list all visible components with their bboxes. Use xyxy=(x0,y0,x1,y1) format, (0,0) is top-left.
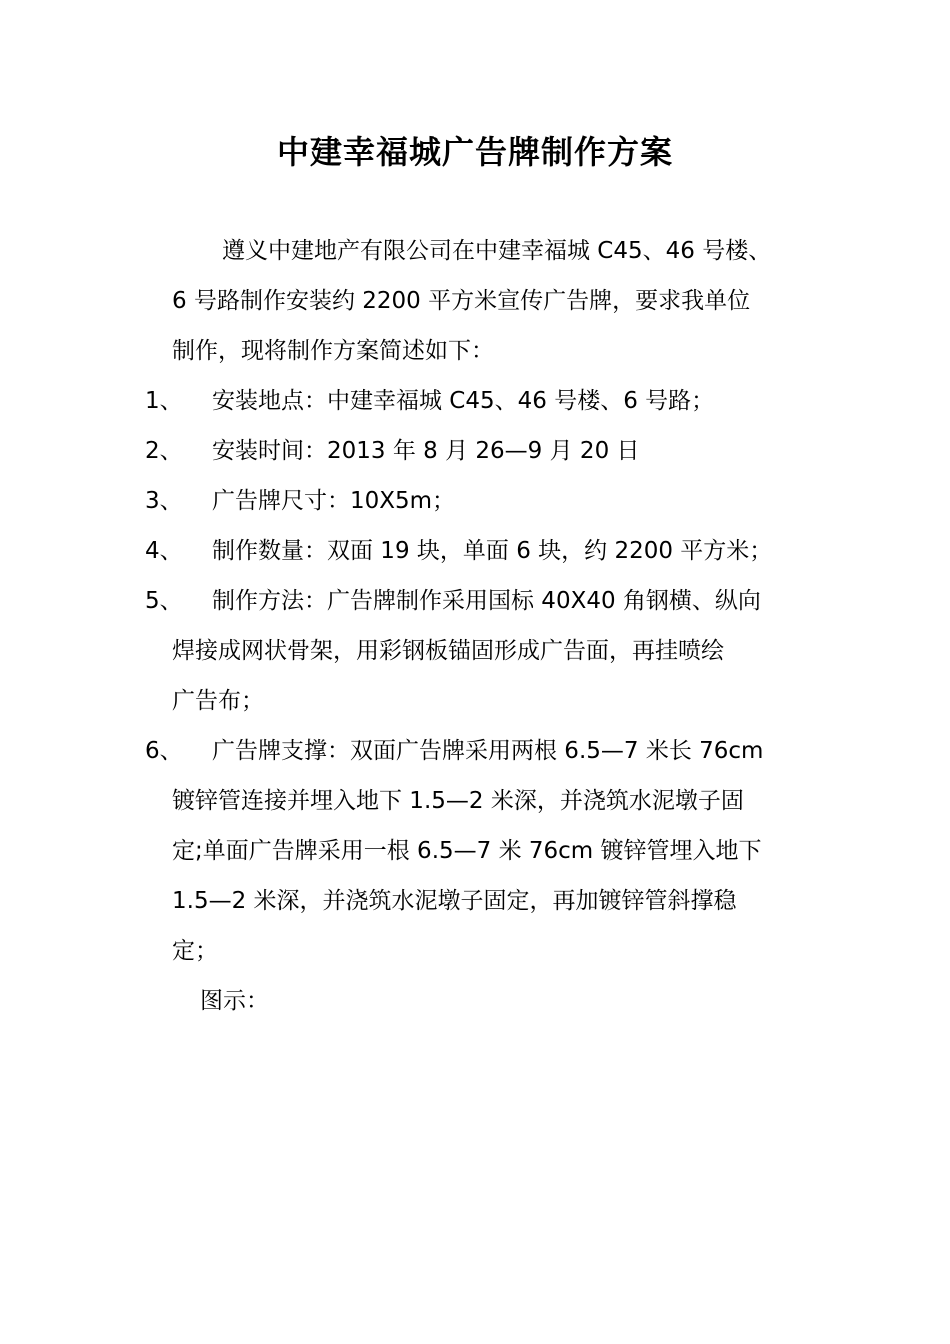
item-6-line-3: 定;单面广告牌采用一根 6.5—7 米 76cm 镀锌管埋入地下 xyxy=(172,838,762,864)
item-2-line-1: 安装时间：2013 年 8 月 26—9 月 20 日 xyxy=(212,438,640,464)
document-title: 中建幸福城广告牌制作方案 xyxy=(276,133,673,171)
item-6-number: 6、 xyxy=(145,738,183,764)
intro-line-2: 6 号路制作安装约 2200 平方米宣传广告牌，要求我单位 xyxy=(172,288,751,314)
item-1-line-1: 安装地点：中建幸福城 C45、46 号楼、6 号路； xyxy=(212,388,715,414)
intro-line-3: 制作，现将制作方案简述如下： xyxy=(172,338,494,364)
figure-label: 图示： xyxy=(200,988,269,1014)
item-1-number: 1、 xyxy=(145,388,183,414)
item-6-line-5: 定； xyxy=(172,938,218,964)
item-4-line-1: 制作数量：双面 19 块，单面 6 块，约 2200 平方米； xyxy=(212,538,773,564)
item-5-line-3: 广告布； xyxy=(172,688,264,714)
item-6-line-1: 广告牌支撑：双面广告牌采用两根 6.5—7 米长 76cm xyxy=(212,738,764,764)
item-5-line-2: 焊接成网状骨架，用彩钢板锚固形成广告面，再挂喷绘 xyxy=(172,638,724,664)
item-3-line-1: 广告牌尺寸：10X5m； xyxy=(212,488,456,514)
item-4-number: 4、 xyxy=(145,538,183,564)
intro-line-1: 遵义中建地产有限公司在中建幸福城 C45、46 号楼、 xyxy=(222,238,772,264)
item-6-line-2: 镀锌管连接并埋入地下 1.5—2 米深，并浇筑水泥墩子固 xyxy=(172,788,744,814)
item-5-line-1: 制作方法：广告牌制作采用国标 40X40 角钢横、纵向 xyxy=(212,588,761,614)
item-5-number: 5、 xyxy=(145,588,183,614)
item-2-number: 2、 xyxy=(145,438,183,464)
item-6-line-4: 1.5—2 米深，并浇筑水泥墩子固定，再加镀锌管斜撑稳 xyxy=(172,888,737,914)
item-3-number: 3、 xyxy=(145,488,183,514)
